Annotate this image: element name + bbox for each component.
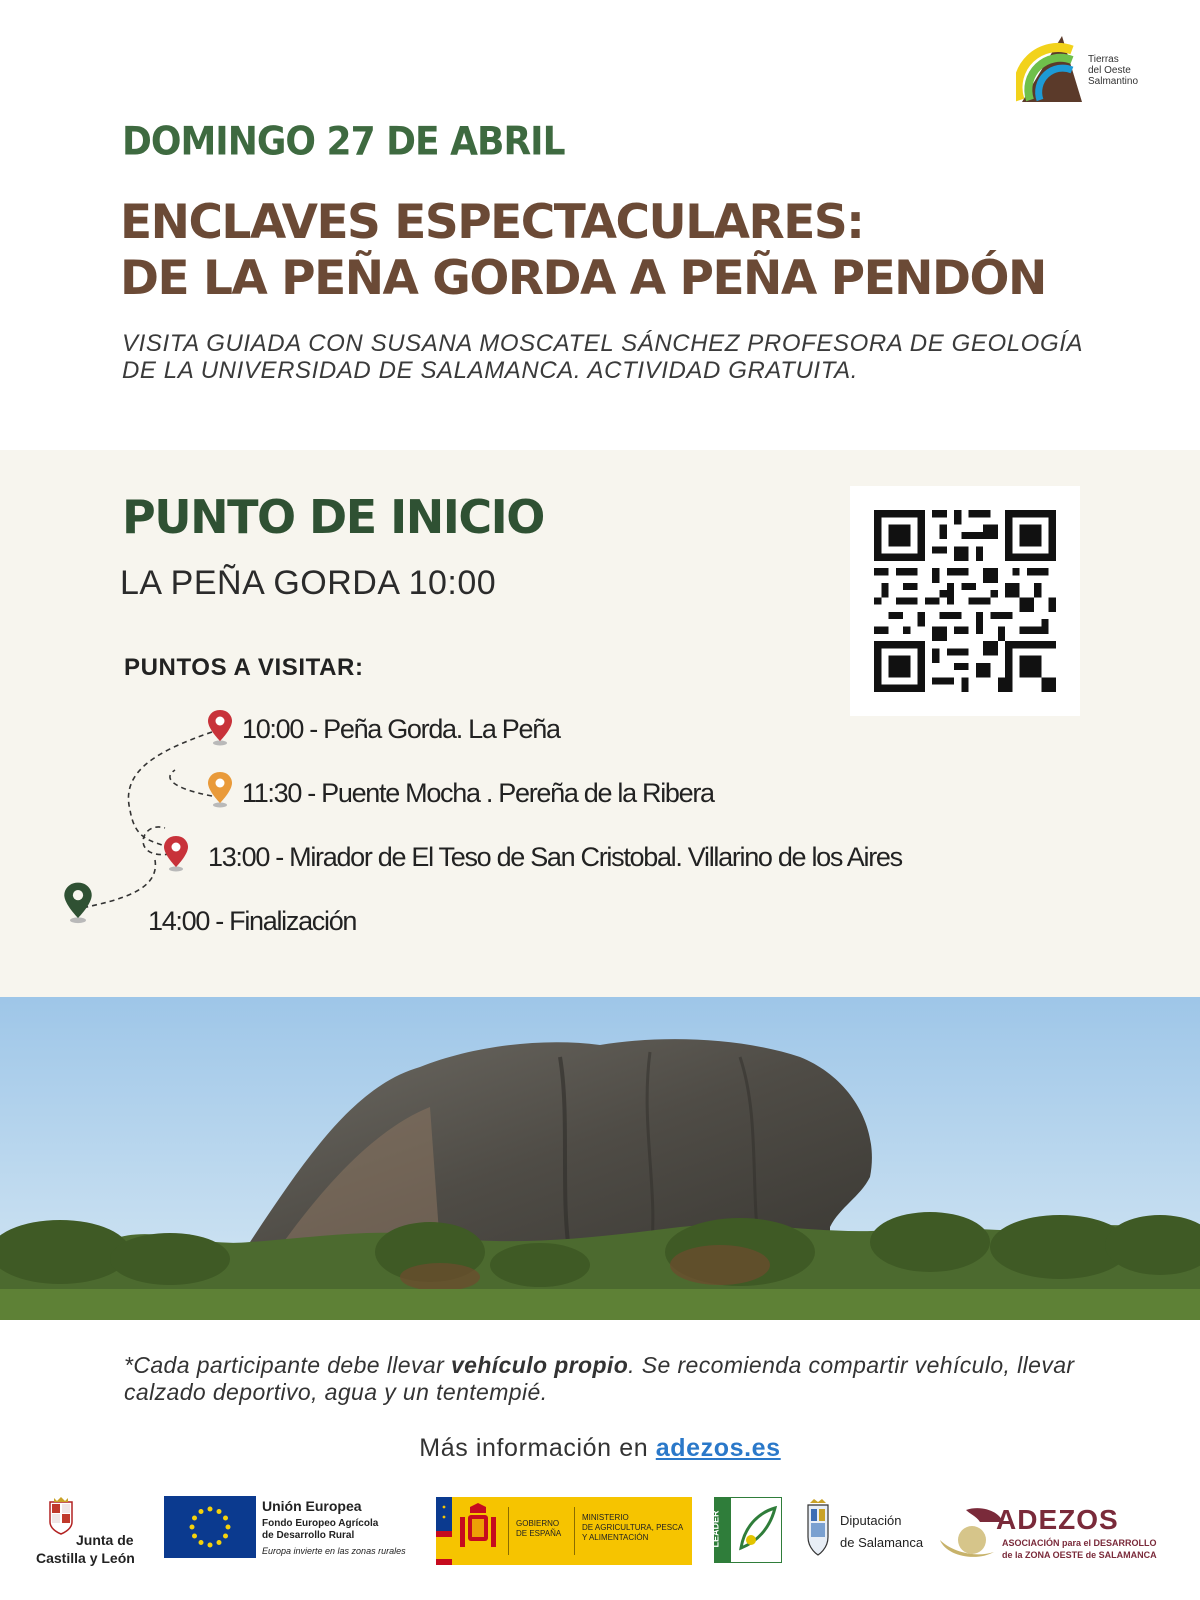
ministerio-line-3: Y ALIMENTACIÓN (582, 1533, 649, 1542)
event-date: DOMINGO 27 DE ABRIL (122, 120, 565, 165)
title-line-2: DE LA PEÑA GORDA A PEÑA PENDÓN (120, 251, 1046, 306)
start-heading: PUNTO DE INICIO (122, 490, 544, 544)
divider (508, 1507, 509, 1555)
event-subtitle: VISITA GUIADA CON SUSANA MOSCATEL SÁNCHEZ PROFESORA DE GEOLOGÍA DE LA UNIVERSIDAD DE SALAMANCA. ACTIVIDAD GRATUITA. (122, 330, 1083, 384)
eu-title: Unión Europea (262, 1498, 362, 1514)
map-pin-icon (206, 708, 234, 746)
stop-label: 10:00 - Peña Gorda. La Peña (242, 714, 560, 744)
brand-line-1: Tierras (1088, 54, 1119, 65)
adezos-line-1: ASOCIACIÓN para el DESARROLLO (1002, 1538, 1157, 1548)
eu-flag-icon (164, 1496, 256, 1558)
gobierno-line-2: DE ESPAÑA (516, 1529, 562, 1538)
route-path (0, 700, 1200, 940)
spain-eu-strip-icon (436, 1497, 452, 1565)
eu-line-2: de Desarrollo Rural (262, 1530, 355, 1541)
adezos-logo (936, 1500, 1162, 1570)
ministerio-line-1: MINISTERIO (582, 1513, 629, 1522)
diputacion-shield-icon (802, 1497, 834, 1559)
more-info-text: Más información en (419, 1434, 656, 1462)
eu-line-3: Europa invierte en las zonas rurales (262, 1546, 406, 1556)
note-text-start: *Cada participante debe llevar (124, 1352, 451, 1378)
diputacion-line-1: Diputación (840, 1513, 902, 1528)
brand-name (1088, 54, 1138, 87)
adezos-link[interactable]: adezos.es (655, 1434, 781, 1462)
visit-heading: PUNTOS A VISITAR: (124, 654, 364, 681)
junta-line-2: Castilla y León (36, 1550, 135, 1566)
leaf-icon (735, 1504, 779, 1554)
participant-note (124, 1352, 1124, 1406)
stop-label: 14:00 - Finalización (148, 906, 357, 936)
gobierno-espana-logo (436, 1497, 692, 1565)
more-info (0, 1434, 1200, 1463)
brand-line-3: Salmantino (1088, 76, 1139, 87)
rainbow-logo-icon (1016, 32, 1086, 104)
qr-code[interactable] (850, 486, 1080, 716)
divider (574, 1507, 575, 1555)
diputacion-salamanca-logo (802, 1497, 922, 1565)
leader-label: LEADER (710, 1510, 721, 1548)
tierras-oeste-logo (1016, 32, 1166, 104)
note-text-bold: vehículo propio (450, 1352, 629, 1378)
stop-label: 13:00 - Mirador de El Teso de San Cristobal. Villarino de los Aires (208, 842, 902, 872)
qr-code-icon (874, 510, 1056, 692)
ministerio-line-2: DE AGRICULTURA, PESCA (582, 1523, 684, 1532)
start-place: LA PEÑA GORDA 10:00 (120, 564, 497, 602)
stop-label: 11:30 - Puente Mocha . Pereña de la Ribera (242, 778, 714, 808)
map-pin-icon (206, 770, 234, 808)
map-pin-icon (62, 880, 94, 924)
eu-feader-logo (164, 1496, 414, 1568)
map-pin-icon (162, 834, 190, 872)
note-text-end: . Se recomienda compartir vehículo, llevar calzado deportivo, agua y un tentempié. (124, 1352, 1075, 1405)
eu-line-1: Fondo Europeo Agrícola (262, 1518, 379, 1529)
junta-castilla-leon-logo (34, 1496, 154, 1576)
adezos-name: ADEZOS (996, 1504, 1119, 1535)
rock-landscape-icon (0, 997, 1200, 1320)
adezos-line-2: de la ZONA OESTE de SALAMANCA (1002, 1550, 1157, 1560)
event-title (120, 195, 1046, 307)
pena-gorda-photo (0, 997, 1200, 1320)
route-list (0, 700, 1200, 940)
leader-logo (710, 1497, 782, 1563)
spain-coat-of-arms-icon (458, 1503, 498, 1559)
diputacion-line-2: de Salamanca (840, 1535, 924, 1550)
junta-line-1: Junta de (76, 1532, 134, 1548)
coat-of-arms-icon (46, 1496, 76, 1536)
gobierno-line-1: GOBIERNO (516, 1519, 560, 1528)
brand-line-2: del Oeste (1088, 65, 1131, 76)
title-line-1: ENCLAVES ESPECTACULARES: (120, 195, 864, 250)
